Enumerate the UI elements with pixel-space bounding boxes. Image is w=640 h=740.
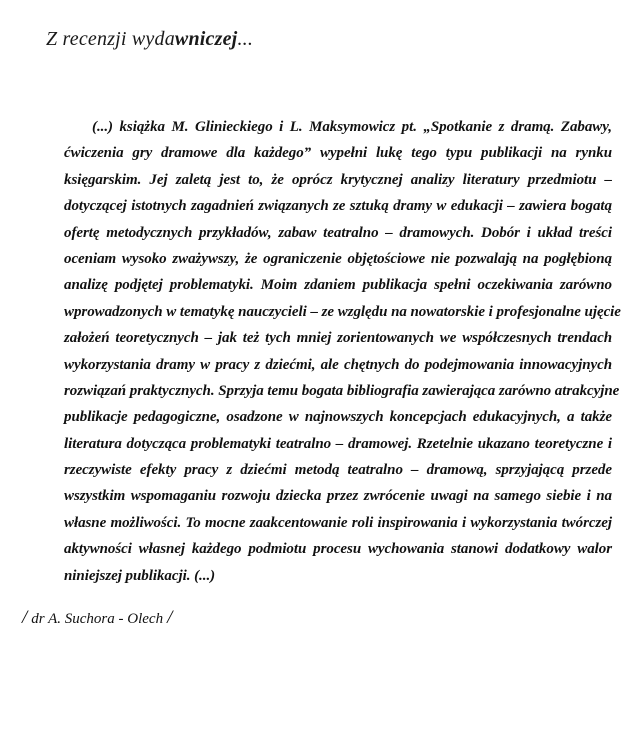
signature-close-slash: / [167, 607, 173, 628]
page-heading [46, 28, 253, 51]
review-line: literatura dotycząca problematyki teatralno – dramowej. Rzetelnie ukazano teoretyczne i [64, 435, 612, 452]
review-line: wszystkim wspomaganiu rozwoju dziecka przez zwrócenie uwagi na samego siebie i na [64, 488, 612, 505]
review-line: ofertę metodycznych przykładów, zabaw teatralno – dramowych. Dobór i układ treści [64, 224, 612, 241]
heading-bold-text: wniczej [174, 28, 238, 50]
heading-suffix: ... [237, 28, 254, 50]
review-line: (...) książka M. Glinieckiego i L. Maksymowicz pt. „Spotkanie z dramą. Zabawy, [92, 119, 612, 135]
review-line: oceniam wysoko zważywszy, że ograniczenie objętościowe nie pozwalają na pogłębioną [64, 250, 612, 267]
review-line: księgarskim. Jej zaletą jest to, że oprócz krytycznej analizy literatury przedmiotu – [64, 171, 612, 188]
review-line: publikacje pedagogiczne, osadzone w najnowszych koncepcjach edukacyjnych, a także [64, 409, 612, 426]
signature-name: dr A. Suchora - Olech [31, 611, 164, 627]
review-line: aktywności własnej każdego podmiotu procesu wychowania stanowi dodatkowy walor [64, 541, 612, 558]
signature-open-slash: / [22, 607, 28, 628]
review-line: ćwiczenia gry dramowe dla każdego” wypełni lukę tego typu publikacji na rynku [64, 145, 612, 162]
review-paragraph [64, 114, 621, 589]
review-line: niniejszej publikacji. (...) [64, 567, 216, 584]
review-line: założeń teoretycznych – jak też tych mniej zorientowanych we współczesnych trendach [64, 330, 612, 347]
review-line: własne możliwości. To mocne zaakcentowanie roli inspirowania i wykorzystania twórczej [64, 514, 612, 531]
review-line: rozwiązań praktycznych. Sprzyja temu bogata bibliografia zawierająca zarówno atrakcyjne [64, 382, 620, 399]
review-line: wprowadzonych w tematykę nauczycieli – ze względu na nowatorskie i profesjonalne ujęcie [64, 303, 621, 320]
reviewer-signature [22, 607, 172, 629]
review-line: rzeczywiste efekty pracy z dziećmi metodą teatralno – dramową, sprzyjającą przede [64, 462, 612, 479]
review-line: wykorzystania dramy w pracy z dziećmi, ale chętnych do podejmowania innowacyjnych [64, 356, 612, 373]
review-line: dotyczącej istotnych zagadnień związanych ze sztuką dramy w edukacji – zawiera bogatą [64, 198, 612, 215]
heading-regular-text: Z recenzji wyda [46, 28, 175, 50]
review-line: analizę podjętej problematyki. Moim zdaniem publikacja spełni oczekiwania zarówno [64, 277, 612, 294]
